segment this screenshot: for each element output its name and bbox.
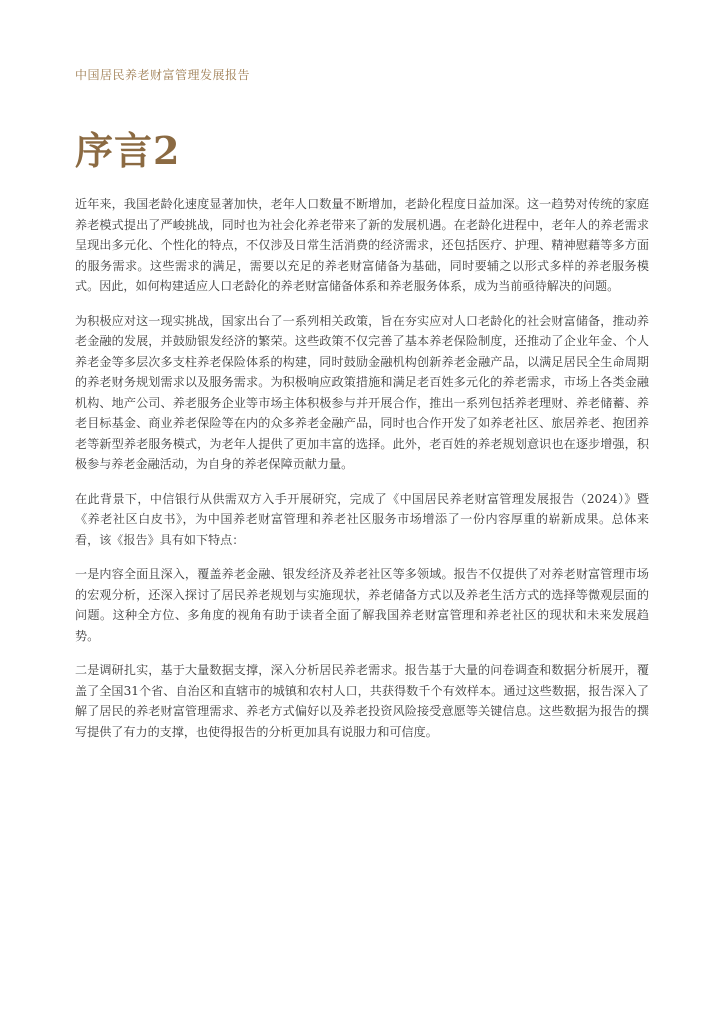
paragraph-report-background: 在此背景下，中信银行从供需双方入手开展研究，完成了《中国居民养老财富管理发展报告（2024）》暨《养老社区白皮书》，为中国养老财富管理和养老社区服务市场增添了一份内容厚重的崭新成果。总体来看，该《报告》具有如下特点： <box>75 491 649 547</box>
paragraph-policy-response: 为积极应对这一现实挑战，国家出台了一系列相关政策，旨在夯实应对人口老龄化的社会财富储备，推动养老金融的发展，并鼓励银发经济的繁荣。这些政策不仅完善了基本养老保险制度，还推动了企业年金、个人养老金等多层次多支柱养老保险体系的构建，同时鼓励金融机构创新养老金融产品，以满足居民全生命周期的养老财务规划需求以及服务需求。为积极响应政策措施和满足老百姓多元化的养老需求，市场上各类金融机构、地产公司、养老服务企业等市场主体积极参与并开展合作，推出一系列包括养老理财、养老储蓄、养老目标基金、商业养老保险等在内的众多养老金融产品，同时也合作开发了如养老社区、旅居养老、抱团养老等新型养老服务模式，为老年人提供了更加丰富的选择。此外，老百姓的养老规划意识也在逐步增强，积极参与养老金融活动，为自身的养老保障贡献力量。 <box>75 313 649 471</box>
paragraph-aging-trend: 近年来，我国老龄化速度显著加快，老年人口数量不断增加，老龄化程度日益加深。这一趋势对传统的家庭养老模式提出了严峻挑战，同时也为社会化养老带来了新的发展机遇。在老龄化进程中，老年人的养老需求呈现出多元化、个性化的特点，不仅涉及日常生活消费的经济需求，还包括医疗、护理、精神慰藉等多方面的服务需求。这些需求的满足，需要以充足的养老财富储备为基础，同时要辅之以形式多样的养老服务模式。因此，如何构建适应人口老龄化的养老财富储备体系和养老服务体系，成为当前亟待解决的问题。 <box>75 197 649 293</box>
running-header: 中国居民养老财富管理发展报告 <box>75 68 251 82</box>
body-text <box>75 194 649 756</box>
paragraph-feature-two: 二是调研扎实，基于大量数据支撑，深入分析居民养老需求。报告基于大量的问卷调查和数据分析展开，覆盖了全国31个省、自治区和直辖市的城镇和农村人口，共获得数千个有效样本。通过这些数据，报告深入了解了居民的养老财富管理需求、养老方式偏好以及养老投资风险接受意愿等关键信息。这些数据为报告的撰写提供了有力的支撑，也使得报告的分析更加具有说服力和可信度。 <box>75 663 649 739</box>
paragraph-feature-one: 一是内容全面且深入，覆盖养老金融、银发经济及养老社区等多领域。报告不仅提供了对养老财富管理市场的宏观分析，还深入探讨了居民养老规划与实施现状，养老储备方式以及养老生活方式的选择等微观层面的问题。这种全方位、多角度的视角有助于读者全面了解我国养老财富管理和养老社区的现状和未来发展趋势。 <box>75 567 649 643</box>
page-title: 序言2 <box>75 128 181 173</box>
